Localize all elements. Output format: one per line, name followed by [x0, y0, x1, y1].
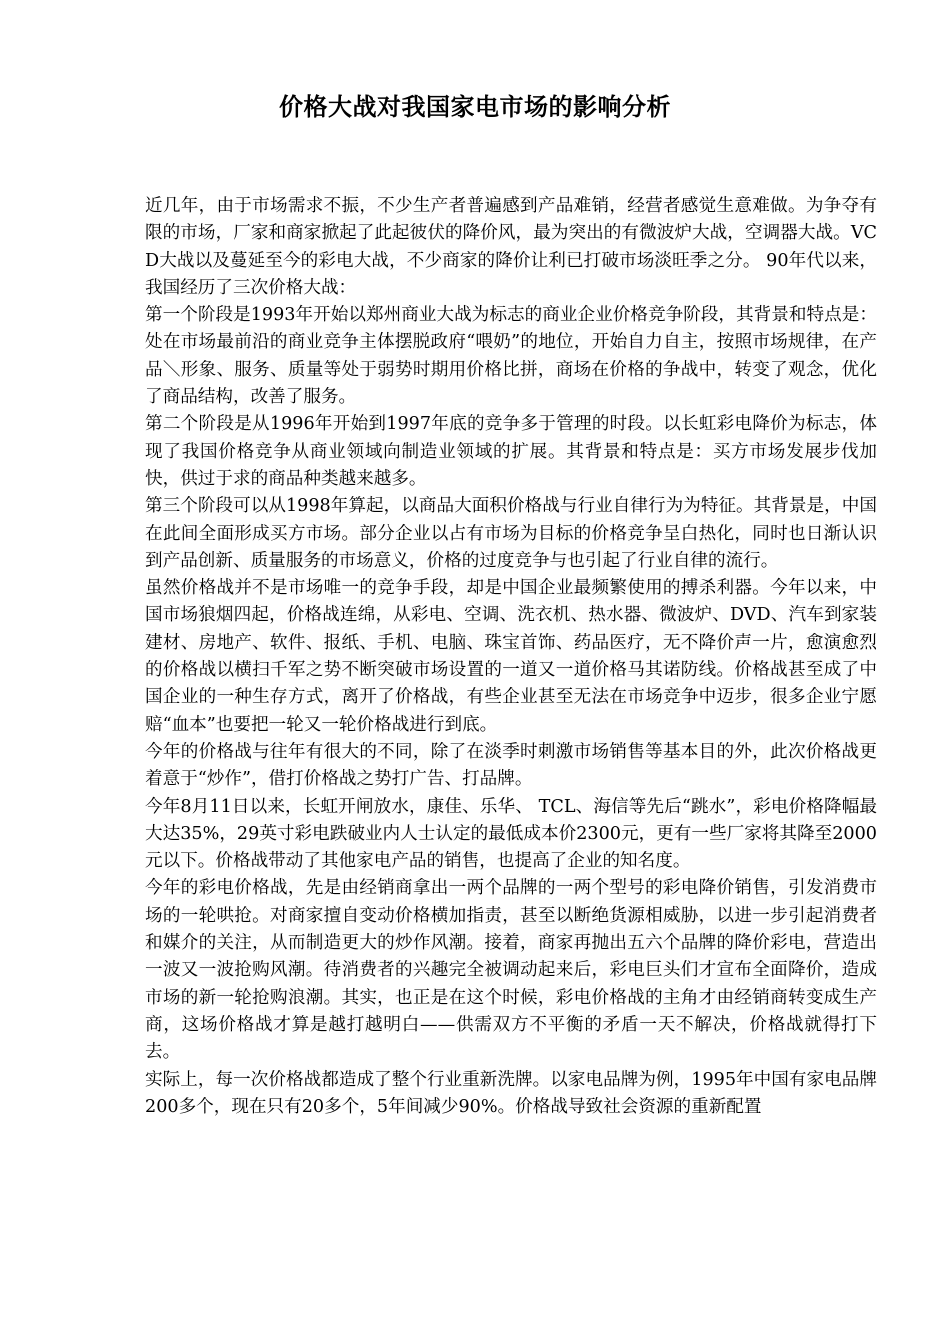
document-body [145, 193, 877, 1121]
document-title: 价格大战对我国家电市场的影响分析 [279, 92, 671, 121]
paragraph-stage-one: 第一个阶段是1993年开始以郑州商业大战为标志的商业企业价格竞争阶段，其背景和特点是：处在市场最前沿的商业竞争主体摆脱政府“喂奶”的地位，开始自力自主，按照市场规律，在产品＼形象、服务、质量等处于弱势时期用价格比拼，商场在价格的争战中，转变了观念，优化了商品结构，改善了服务。 [145, 305, 877, 408]
paragraph-tv-price-war: 今年的彩电价格战，先是由经销商拿出一两个品牌的一两个型号的彩电降价销售，引发消费市场的一轮哄抢。对商家擅自变动价格横加指责，甚至以断绝货源相威胁，以进一步引起消费者和媒介的关注，从而制造更大的炒作风潮。接着，商家再抛出五六个品牌的降价彩电，营造出一波又一波抢购风潮。待消费者的兴趣完全被调动起来后，彩电巨头们才宣布全面降价，造成市场的新一轮抢购浪潮。其实，也正是在这个时候，彩电价格战的主角才由经销商转变成生产商，这场价格战才算是越打越明白——供需双方不平衡的矛盾一天不解决，价格战就得打下去。 [145, 878, 877, 1063]
paragraph-industry-reshuffle: 实际上，每一次价格战都造成了整个行业重新洗牌。以家电品牌为例，1995年中国有家电品牌200多个，现在只有20多个，5年间减少90%。价格战导致社会资源的重新配置 [145, 1069, 877, 1117]
paragraph-this-year-difference: 今年的价格战与往年有很大的不同，除了在淡季时刺激市场销售等基本目的外，此次价格战更着意于“炒作”，借打价格战之势打广告、打品牌。 [145, 741, 877, 790]
paragraph-price-war-weapon: 虽然价格战并不是市场唯一的竞争手段，却是中国企业最频繁使用的搏杀利器。今年以来，中国市场狼烟四起，价格战连绵，从彩电、空调、洗衣机、热水器、微波炉、DVD、汽车到家装建材、房地产、软件、报纸、手机、电脑、珠宝首饰、药品医疗，无不降价声一片，愈演愈烈的价格战以横扫千军之势不断突破市场设置的一道又一道价格马其诺防线。价格战甚至成了中国企业的一种生存方式，离开了价格战，有些企业甚至无法在市场竞争中迈步，很多企业宁愿赔“血本”也要把一轮又一轮价格战进行到底。 [145, 578, 877, 735]
paragraph-stage-three: 第三个阶段可以从1998年算起，以商品大面积价格战与行业自律行为为特征。其背景是，中国在此间全面形成买方市场。部分企业以占有市场为目标的价格竞争呈白热化，同时也日渐认识到产品创新、质量服务的市场意义，价格的过度竞争与也引起了行业自律的流行。 [145, 496, 877, 571]
paragraph-stage-two: 第二个阶段是从1996年开始到1997年底的竞争多于管理的时段。以长虹彩电降价为标志，体现了我国价格竞争从商业领域向制造业领域的扩展。其背景和特点是：买方市场发展步伐加快，供过于求的商品种类越来越多。 [145, 414, 877, 489]
paragraph-changhong-august: 今年8月11日以来，长虹开闸放水，康佳、乐华、 TCL、海信等先后“跳水”，彩电价格降幅最大达35%，29英寸彩电跌破业内人士认定的最低成本价2300元，更有一些厂家将其降至2000元以下。价格战带动了其他家电产品的销售，也提高了企业的知名度。 [145, 796, 877, 872]
paragraph-intro: 近几年，由于市场需求不振，不少生产者普遍感到产品难销，经营者感觉生意难做。为争夺有限的市场，厂家和商家掀起了此起彼伏的降价风，最为突出的有微波炉大战，空调器大战。VCD大战以及蔓延至今的彩电大战，不少商家的降价让利已打破市场淡旺季之分。 90年代以来，我国经历了三次价格大战： [145, 196, 877, 298]
